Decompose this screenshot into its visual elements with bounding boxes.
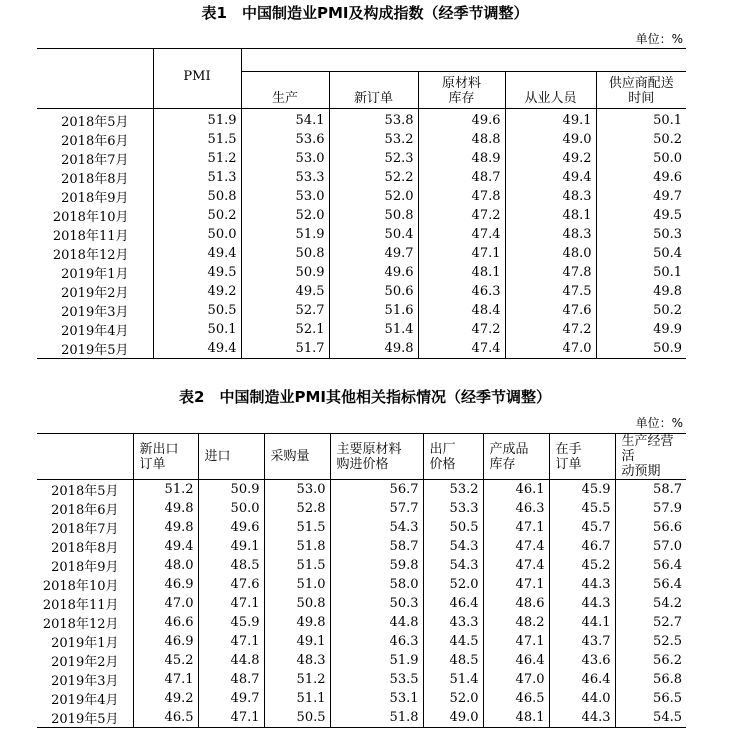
table2-stub-header	[37, 434, 133, 480]
table1-cell: 51.9	[153, 109, 241, 131]
table2-row-date: 2019年1月	[51, 636, 119, 651]
table1-cell: 49.6	[329, 263, 418, 282]
table1-cell: 47.2	[418, 320, 505, 339]
table1-cell: 53.3	[241, 168, 329, 187]
table2-cell: 49.8	[133, 518, 198, 537]
table2-cell: 48.3	[264, 651, 330, 670]
table2-title: 表2 中国制造业PMI其他相关指标情况（经季节调整）	[179, 388, 551, 406]
table2-cell: 53.2	[423, 480, 483, 500]
table1-cell: 47.8	[418, 187, 505, 206]
table2-cell: 53.0	[264, 480, 330, 500]
table1-cell: 48.3	[505, 225, 596, 244]
table1-cell: 54.1	[241, 109, 329, 131]
table1-unit: 单位：%	[635, 32, 683, 46]
table2-row	[37, 651, 686, 670]
table1-cell: 51.6	[329, 301, 418, 320]
table2-cell: 44.8	[198, 651, 264, 670]
table2-cell: 51.1	[264, 689, 330, 708]
table1-cell: 50.4	[596, 244, 686, 263]
table2-cell: 44.0	[549, 689, 615, 708]
table2-row-date: 2018年12月	[42, 617, 119, 632]
table1-row-date: 2019年4月	[61, 324, 129, 339]
table1-pmi-header: PMI	[153, 49, 241, 109]
table2-cell: 52.0	[423, 689, 483, 708]
table2-cell: 43.3	[423, 613, 483, 632]
table1-cell: 48.3	[505, 187, 596, 206]
table1-row-date: 2019年1月	[61, 267, 129, 282]
table1-cell: 50.8	[241, 244, 329, 263]
table1-cell: 47.2	[505, 320, 596, 339]
table2-column-header: 采购量	[264, 434, 330, 480]
table1-title: 表1 中国制造业PMI及构成指数（经季节调整）	[201, 4, 529, 22]
table2-row	[37, 537, 686, 556]
table1-cell: 48.7	[418, 168, 505, 187]
table1-row-date: 2018年5月	[61, 115, 129, 130]
table2-cell: 44.3	[549, 708, 615, 728]
table1-cell: 49.4	[153, 339, 241, 359]
table1-cell: 50.0	[153, 225, 241, 244]
table2-cell: 45.9	[198, 613, 264, 632]
table1-cell: 48.9	[418, 149, 505, 168]
table2-cell: 58.7	[615, 480, 686, 500]
table1-cell: 51.7	[241, 339, 329, 359]
table1-cell: 49.9	[596, 320, 686, 339]
table2-row-date: 2018年7月	[51, 522, 119, 537]
table2-row	[37, 632, 686, 651]
table1-cell: 52.7	[241, 301, 329, 320]
table1-cell: 52.1	[241, 320, 329, 339]
table1-cell: 48.4	[418, 301, 505, 320]
table2-cell: 51.5	[264, 518, 330, 537]
table2-column-header: 出厂 价格	[423, 434, 483, 480]
table2-cell: 45.2	[133, 651, 198, 670]
table2-column-header: 生产经营活 动预期	[615, 434, 686, 480]
table1-cell: 50.0	[596, 149, 686, 168]
table1-cell: 49.5	[241, 282, 329, 301]
table1-column-header: 原材料 库存	[418, 72, 505, 109]
table2-column-header: 产成品 库存	[483, 434, 549, 480]
table1-cell: 47.1	[418, 244, 505, 263]
table1-cell: 53.2	[329, 130, 418, 149]
table2-cell: 57.7	[330, 499, 423, 518]
table1-cell: 52.2	[329, 168, 418, 187]
table2-cell: 47.1	[133, 670, 198, 689]
table2-cell: 51.8	[264, 537, 330, 556]
table2-cell: 52.5	[615, 632, 686, 651]
table2-cell: 47.1	[198, 632, 264, 651]
table2-cell: 46.5	[133, 708, 198, 728]
table2-cell: 46.9	[133, 632, 198, 651]
table2-cell: 47.0	[133, 594, 198, 613]
table1-cell: 47.4	[418, 225, 505, 244]
table2-cell: 48.5	[423, 651, 483, 670]
table1-cell: 49.4	[153, 244, 241, 263]
table1-row	[37, 263, 686, 282]
table2-cell: 58.0	[330, 575, 423, 594]
table1-cell: 48.8	[418, 130, 505, 149]
table2-cell: 44.3	[549, 575, 615, 594]
table1-column-header: 新订单	[329, 72, 418, 109]
table2-cell: 45.2	[549, 556, 615, 575]
table2-cell: 47.1	[483, 518, 549, 537]
table2-column-header: 新出口 订单	[133, 434, 198, 480]
table2-cell: 47.1	[198, 708, 264, 728]
table2-cell: 46.4	[423, 594, 483, 613]
table1-cell: 52.0	[329, 187, 418, 206]
table1-row	[37, 168, 686, 187]
table2	[37, 433, 686, 728]
table1-cell: 47.5	[505, 282, 596, 301]
table2-cell: 53.3	[423, 499, 483, 518]
table2-cell: 46.4	[483, 651, 549, 670]
table2-column-header: 在手 订单	[549, 434, 615, 480]
table1-row-date: 2018年8月	[61, 172, 129, 187]
table2-cell: 50.9	[198, 480, 264, 500]
table1-cell: 49.8	[329, 339, 418, 359]
table1-cell: 50.2	[596, 130, 686, 149]
table2-cell: 44.3	[549, 594, 615, 613]
table1-cell: 49.7	[329, 244, 418, 263]
table1-cell: 50.4	[329, 225, 418, 244]
table2-cell: 56.4	[615, 575, 686, 594]
table1-cell: 48.1	[505, 206, 596, 225]
table2-cell: 49.1	[198, 537, 264, 556]
table1-row	[37, 225, 686, 244]
table1-cell: 50.2	[596, 301, 686, 320]
table1-cell: 46.3	[418, 282, 505, 301]
table2-cell: 53.1	[330, 689, 423, 708]
table2-cell: 50.0	[198, 499, 264, 518]
table2-cell: 47.6	[198, 575, 264, 594]
table2-cell: 58.7	[330, 537, 423, 556]
table2-cell: 43.7	[549, 632, 615, 651]
table2-cell: 51.0	[264, 575, 330, 594]
table2-row-date: 2018年11月	[42, 598, 119, 613]
table2-cell: 56.7	[330, 480, 423, 500]
table2-cell: 54.5	[615, 708, 686, 728]
table1-cell: 50.9	[596, 339, 686, 359]
table1	[37, 48, 686, 359]
table2-cell: 56.4	[615, 556, 686, 575]
table1-cell: 47.6	[505, 301, 596, 320]
table2-cell: 52.8	[264, 499, 330, 518]
table1-column-header: 从业人员	[505, 72, 596, 109]
table2-row-date: 2018年8月	[51, 541, 119, 556]
table2-cell: 49.6	[198, 518, 264, 537]
table1-row	[37, 339, 686, 359]
table1-row	[37, 244, 686, 263]
table2-cell: 51.5	[264, 556, 330, 575]
table1-cell: 50.5	[153, 301, 241, 320]
table2-cell: 46.3	[330, 632, 423, 651]
table1-cell: 50.6	[329, 282, 418, 301]
table2-row	[37, 480, 686, 500]
table2-row-date: 2019年4月	[51, 693, 119, 708]
table1-row	[37, 320, 686, 339]
table1-cell: 49.4	[505, 168, 596, 187]
table2-row-date: 2019年3月	[51, 674, 119, 689]
table2-row-date: 2019年5月	[51, 712, 119, 727]
table2-cell: 51.2	[264, 670, 330, 689]
table2-cell: 48.0	[133, 556, 198, 575]
table1-cell: 49.6	[418, 109, 505, 131]
table2-column-header: 主要原材料 购进价格	[330, 434, 423, 480]
table1-row-date: 2018年9月	[61, 191, 129, 206]
table1-row-date: 2018年7月	[61, 153, 129, 168]
table2-row-date: 2019年2月	[51, 655, 119, 670]
table2-cell: 46.7	[549, 537, 615, 556]
table2-row	[37, 613, 686, 632]
table2-cell: 50.5	[423, 518, 483, 537]
table1-cell: 49.6	[596, 168, 686, 187]
table2-row	[37, 670, 686, 689]
table1-row-date: 2019年5月	[61, 343, 129, 358]
table2-row	[37, 708, 686, 728]
table1-row	[37, 187, 686, 206]
table2-cell: 50.3	[330, 594, 423, 613]
table2-cell: 51.2	[133, 480, 198, 500]
table1-row	[37, 301, 686, 320]
table1-stub-header	[37, 49, 153, 109]
table2-cell: 49.0	[423, 708, 483, 728]
table1-cell: 53.6	[241, 130, 329, 149]
table2-cell: 47.4	[483, 537, 549, 556]
table2-cell: 43.6	[549, 651, 615, 670]
table2-cell: 47.4	[483, 556, 549, 575]
table2-cell: 47.1	[483, 575, 549, 594]
table2-cell: 49.8	[264, 613, 330, 632]
table2-cell: 45.9	[549, 480, 615, 500]
table1-cell: 50.8	[329, 206, 418, 225]
table2-cell: 52.7	[615, 613, 686, 632]
table1-row	[37, 282, 686, 301]
table2-cell: 46.1	[483, 480, 549, 500]
table2-column-header: 进口	[198, 434, 264, 480]
table2-cell: 51.4	[423, 670, 483, 689]
table1-column-header: 生产	[241, 72, 329, 109]
table2-cell: 46.4	[549, 670, 615, 689]
table1-cell: 47.8	[505, 263, 596, 282]
table2-cell: 47.1	[483, 632, 549, 651]
table1-cell: 49.0	[505, 130, 596, 149]
table2-cell: 49.2	[133, 689, 198, 708]
table2-cell: 56.2	[615, 651, 686, 670]
table2-row	[37, 556, 686, 575]
table2-row	[37, 518, 686, 537]
table2-cell: 51.9	[330, 651, 423, 670]
table1-cell: 53.0	[241, 187, 329, 206]
table2-unit: 单位：%	[635, 416, 683, 430]
table2-cell: 47.1	[198, 594, 264, 613]
table1-cell: 49.2	[505, 149, 596, 168]
table2-row-date: 2018年10月	[42, 579, 119, 594]
table2-cell: 46.9	[133, 575, 198, 594]
table2-row	[37, 499, 686, 518]
table2-cell: 54.3	[330, 518, 423, 537]
table2-cell: 50.5	[264, 708, 330, 728]
table1-cell: 49.1	[505, 109, 596, 131]
table2-cell: 48.7	[198, 670, 264, 689]
table2-cell: 48.5	[198, 556, 264, 575]
table1-cell: 49.5	[153, 263, 241, 282]
table1-cell: 50.9	[241, 263, 329, 282]
table2-cell: 56.6	[615, 518, 686, 537]
table2-cell: 56.5	[615, 689, 686, 708]
table2-cell: 46.6	[133, 613, 198, 632]
table1-row-date: 2019年2月	[61, 286, 129, 301]
table1-cell: 52.0	[241, 206, 329, 225]
table2-cell: 49.8	[133, 499, 198, 518]
table2-cell: 57.9	[615, 499, 686, 518]
table2-cell: 53.5	[330, 670, 423, 689]
table1-cell: 47.2	[418, 206, 505, 225]
table2-cell: 51.8	[330, 708, 423, 728]
table1-cell: 53.8	[329, 109, 418, 131]
table2-cell: 44.8	[330, 613, 423, 632]
table2-row	[37, 594, 686, 613]
table1-cell: 49.8	[596, 282, 686, 301]
table1-cell: 50.8	[153, 187, 241, 206]
table1-cell: 53.0	[241, 149, 329, 168]
table2-cell: 48.1	[483, 708, 549, 728]
table2-cell: 49.1	[264, 632, 330, 651]
table2-cell: 54.3	[423, 537, 483, 556]
table1-row	[37, 149, 686, 168]
table1-cell: 50.1	[153, 320, 241, 339]
table2-row-date: 2018年5月	[51, 484, 119, 499]
table2-row-date: 2018年9月	[51, 560, 119, 575]
table2-cell: 44.5	[423, 632, 483, 651]
table1-cell: 50.2	[153, 206, 241, 225]
table2-cell: 57.0	[615, 537, 686, 556]
table2-cell: 46.5	[483, 689, 549, 708]
table1-cell: 50.1	[596, 109, 686, 131]
table1-row-date: 2018年10月	[52, 210, 129, 225]
table1-cell: 47.4	[418, 339, 505, 359]
table2-cell: 45.7	[549, 518, 615, 537]
table2-cell: 49.7	[198, 689, 264, 708]
table1-cell: 51.3	[153, 168, 241, 187]
table1-cell: 49.5	[596, 206, 686, 225]
table2-cell: 47.0	[483, 670, 549, 689]
table2-cell: 52.0	[423, 575, 483, 594]
table1-row-date: 2019年3月	[61, 305, 129, 320]
table1-cell: 50.3	[596, 225, 686, 244]
table1-cell: 51.2	[153, 149, 241, 168]
table2-cell: 54.2	[615, 594, 686, 613]
table1-row-date: 2018年12月	[52, 248, 129, 263]
table1-row	[37, 206, 686, 225]
table2-cell: 45.5	[549, 499, 615, 518]
table2-cell: 48.6	[483, 594, 549, 613]
table2-cell: 54.3	[423, 556, 483, 575]
table1-cell: 51.5	[153, 130, 241, 149]
table1-cell: 47.0	[505, 339, 596, 359]
table2-cell: 59.8	[330, 556, 423, 575]
table1-cell: 48.0	[505, 244, 596, 263]
table1-row	[37, 109, 686, 131]
table1-row-date: 2018年11月	[52, 229, 129, 244]
table1-cell: 49.7	[596, 187, 686, 206]
table2-row-date: 2018年6月	[51, 503, 119, 518]
table2-cell: 56.8	[615, 670, 686, 689]
table1-cell: 48.1	[418, 263, 505, 282]
table1-row-date: 2018年6月	[61, 134, 129, 149]
table1-cell: 50.1	[596, 263, 686, 282]
table1-cell: 49.2	[153, 282, 241, 301]
table1-row	[37, 130, 686, 149]
table2-cell: 48.2	[483, 613, 549, 632]
table2-row	[37, 689, 686, 708]
table2-row	[37, 575, 686, 594]
table1-cell: 51.9	[241, 225, 329, 244]
table2-cell: 50.8	[264, 594, 330, 613]
table1-cell: 51.4	[329, 320, 418, 339]
table2-cell: 46.3	[483, 499, 549, 518]
table2-cell: 49.4	[133, 537, 198, 556]
table1-column-header: 供应商配送 时间	[596, 72, 686, 109]
table1-group-header	[241, 49, 686, 72]
table2-cell: 44.1	[549, 613, 615, 632]
table1-cell: 52.3	[329, 149, 418, 168]
